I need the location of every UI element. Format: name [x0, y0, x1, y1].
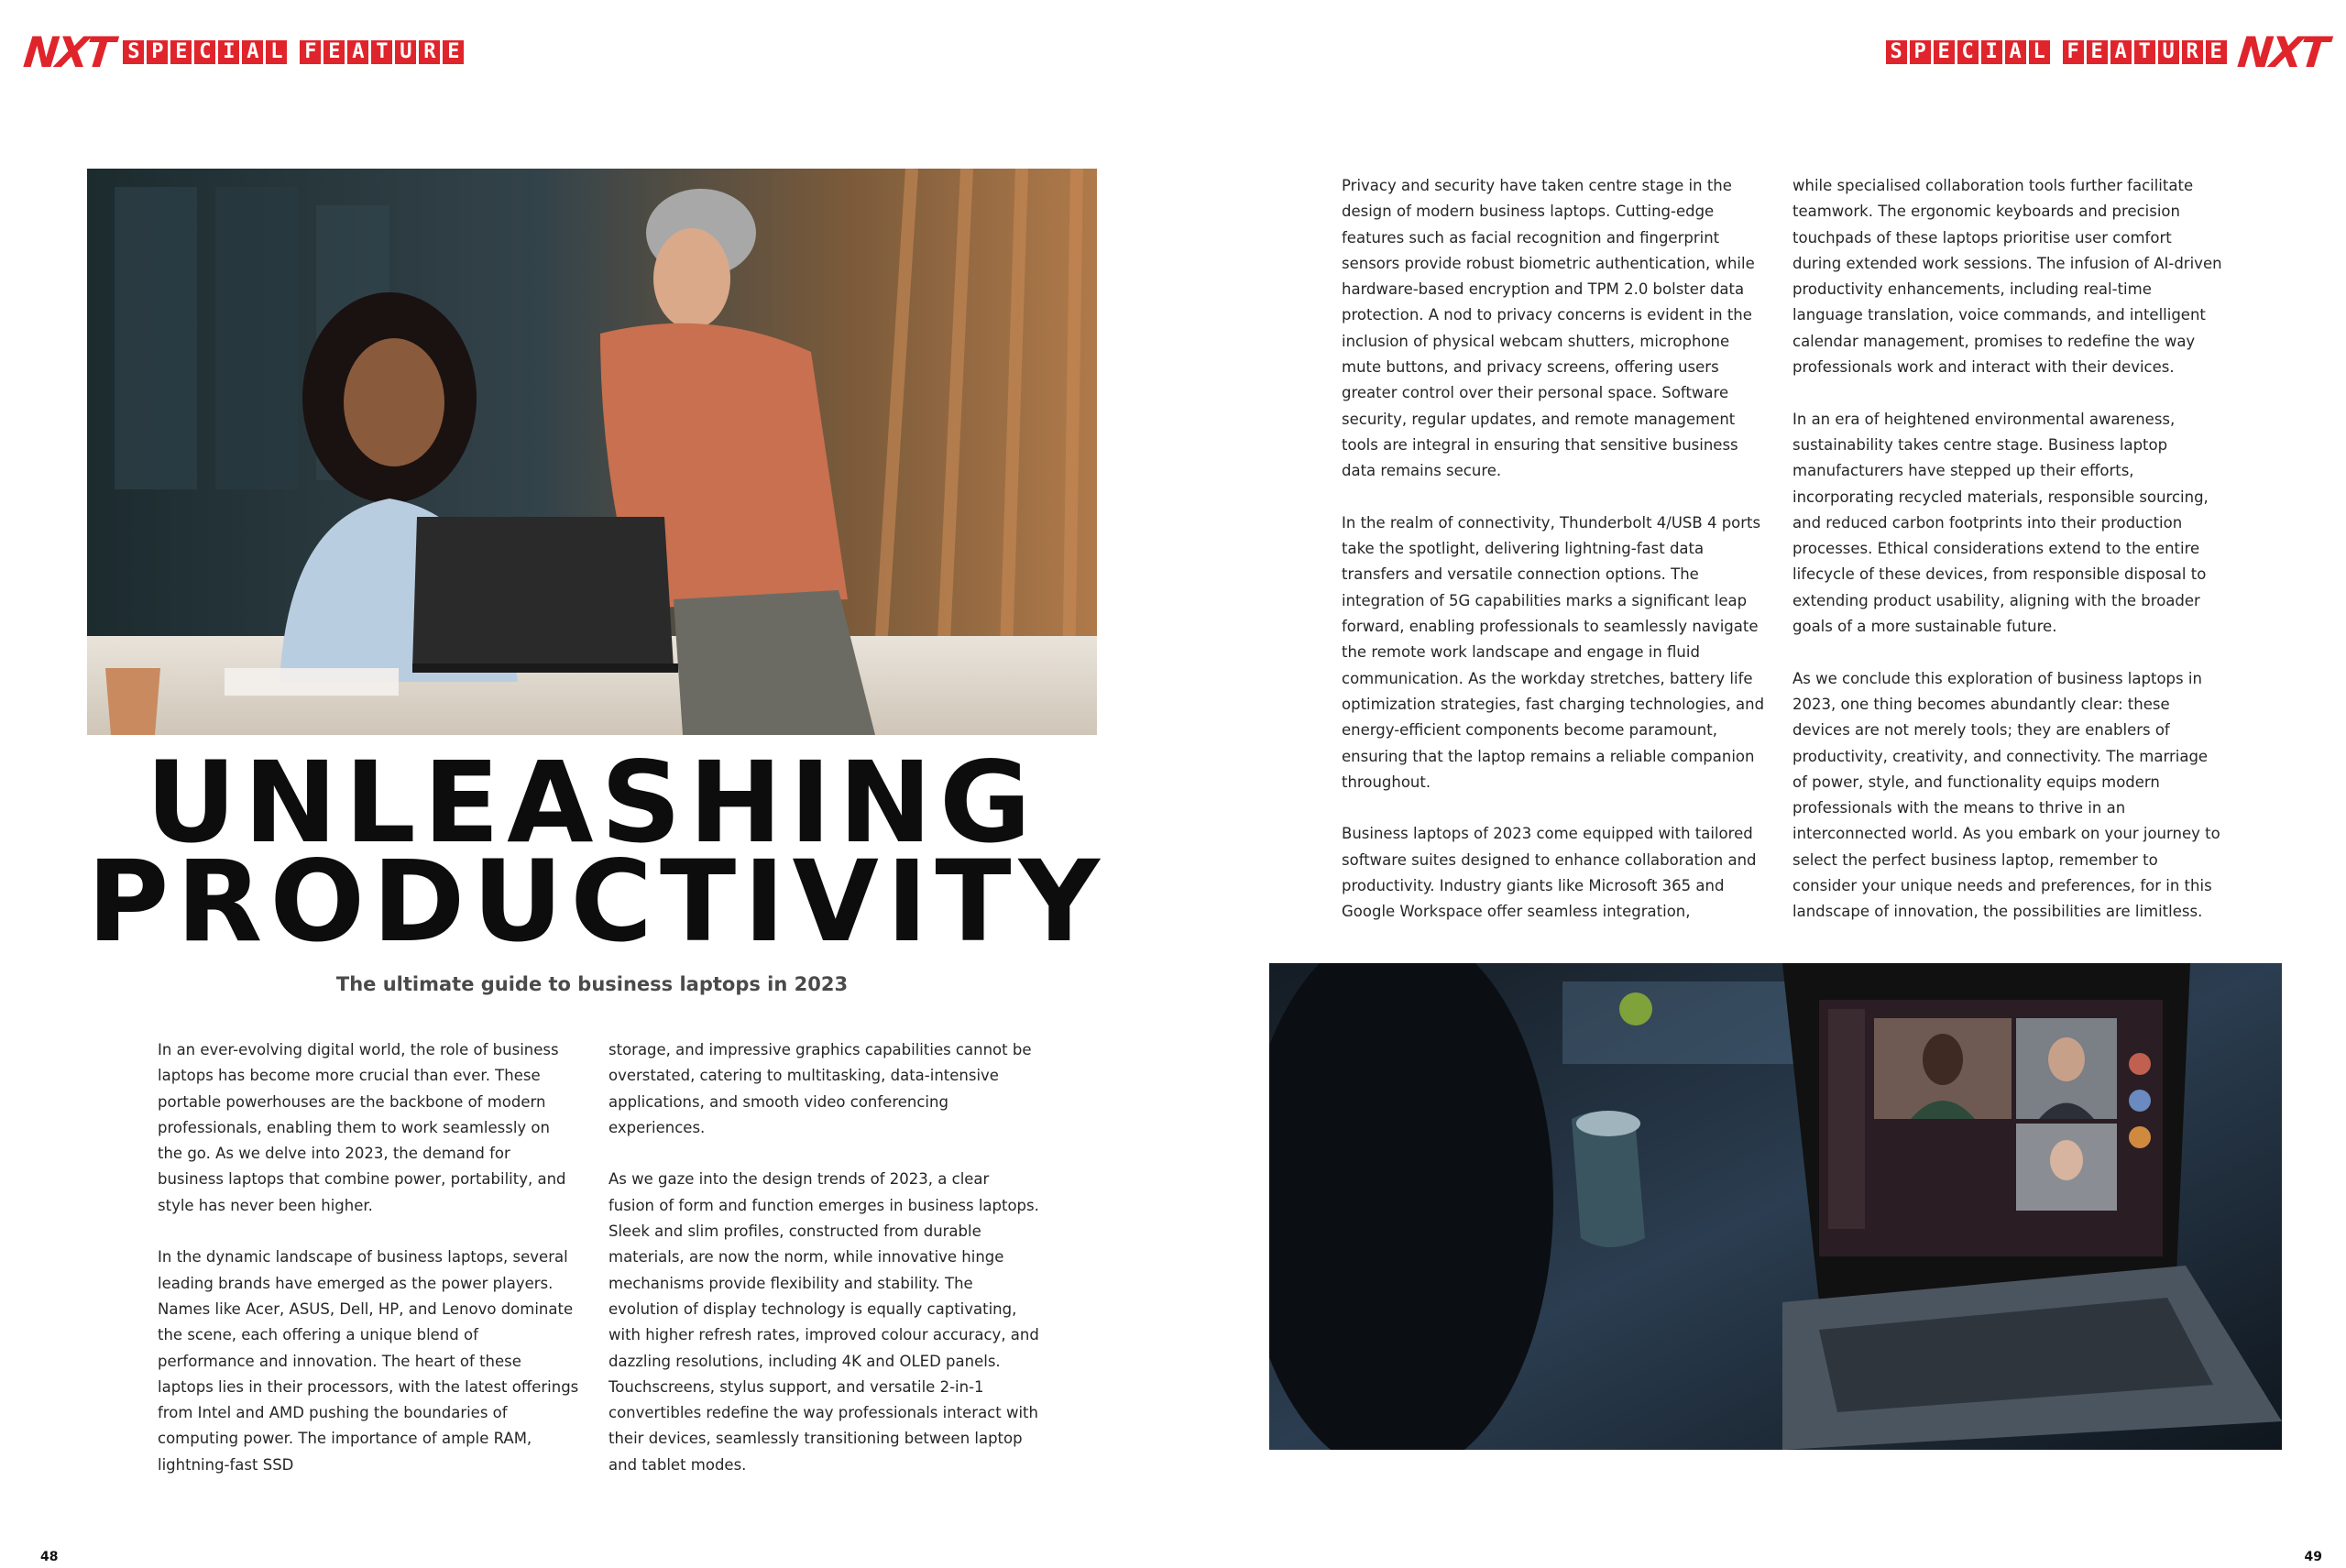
feature-label-letter: A — [347, 40, 368, 64]
video-call-photo — [1269, 963, 2282, 1450]
paragraph: In an era of heightened environmental awareness, sustainability takes centre stage. Business laptop manufacturers have stepped up their efforts, incorporating recycled materials, responsible sourcing, and reduced carbon footprints into their production processes. Ethical considerations extend to the entire lifecycle of these devices, from responsible disposal to extending product usability, aligning with the broader goals of a more sustainable future. — [1792, 410, 2209, 636]
right-page — [1173, 0, 2346, 1568]
feature-label-letter: E — [323, 40, 345, 64]
paragraph: As we gaze into the design trends of 2023, a clear fusion of form and function emerges in business laptops. Sleek and slim profiles, constructed from durable materials, are now the norm, while innovative hinge mechanisms provide flexibility and stability. The evolution of display technology is equally captivating, with higher refresh rates, improved colour accuracy, and dazzling resolutions, including 4K and OLED panels. Touchscreens, stylus support, and versatile 2-in-1 convertibles redefine the way professionals interact with their devices, seamlessly transitioning between laptop and tablet modes. — [608, 1170, 1039, 1474]
feature-label-letter: T — [371, 40, 392, 64]
office-photo — [87, 169, 1097, 735]
feature-label-letter: P — [147, 40, 168, 64]
feature-label-letter: I — [1981, 40, 2002, 64]
right-column-2 — [1792, 173, 2223, 926]
article-title — [87, 738, 1107, 967]
special-feature-label — [123, 40, 464, 64]
left-column-2 — [608, 1037, 1039, 1478]
paragraph: As we conclude this exploration of business laptops in 2023, one thing becomes abundantly clear: these devices are not merely tools; they are enablers of productivity, creativity, and connectivity. The marriage of power, style, and functionality equips modern professionals with the means to thrive in an interconnected world. As you embark on your journey to select the perfect business laptop, remember to consider your unique needs and preferences, for in this landscape of innovation, the possibilities are limitless. — [1792, 669, 2220, 921]
feature-label-letter: U — [395, 40, 416, 64]
header-brand-right — [1886, 27, 2329, 77]
feature-label-letter: A — [2110, 40, 2132, 64]
feature-label-letter: E — [1934, 40, 1955, 64]
paragraph: storage, and impressive graphics capabilities cannot be overstated, catering to multitasking, data-intensive applications, and smooth video conferencing experiences. — [608, 1041, 1032, 1136]
feature-label-letter: R — [419, 40, 440, 64]
feature-label-letter: A — [242, 40, 263, 64]
office-photo-illustration — [87, 169, 1097, 735]
feature-label-letter: F — [2063, 40, 2084, 64]
special-feature-label — [1886, 40, 2227, 64]
feature-label-letter: F — [300, 40, 321, 64]
feature-label-gap — [290, 40, 297, 64]
video-call-photo-illustration — [1269, 963, 2282, 1450]
paragraph: while specialised collaboration tools further facilitate teamwork. The ergonomic keyboards and precision touchpads of these laptops prioritise user comfort during extended work sessions. The infusion of AI-driven productivity enhancements, including real-time language translation, voice commands, and intelligent calendar management, promises to redefine the way professionals work and interact with their devices. — [1792, 177, 2222, 377]
feature-label-letter: C — [194, 40, 215, 64]
feature-label-letter: E — [2206, 40, 2227, 64]
feature-label-letter: R — [2182, 40, 2203, 64]
feature-label-letter: U — [2158, 40, 2179, 64]
feature-label-letter: T — [2134, 40, 2155, 64]
paragraph: Privacy and security have taken centre stage in the design of modern business laptops. Cutting-edge features such as facial recognition and fingerprint sensors provide robust biometric authentication, while hardware-based encryption and TPM 2.0 bolster data protection. A nod to privacy concerns is evident in the inclusion of physical webcam shutters, microphone mute buttons, and privacy screens, offering users greater control over their personal space. Software security, regular updates, and remote management tools are integral in ensuring that sensitive business data remains secure. — [1342, 177, 1755, 480]
feature-label-letter: E — [170, 40, 192, 64]
feature-label-letter: P — [1910, 40, 1931, 64]
feature-label-letter: L — [2029, 40, 2050, 64]
nxt-logo: NXT — [2234, 27, 2329, 77]
article-subtitle: The ultimate guide to business laptops in 2023 — [335, 973, 849, 995]
feature-label-letter: L — [266, 40, 287, 64]
feature-label-letter: I — [218, 40, 239, 64]
header-brand-left — [21, 27, 464, 77]
title-line-1: UNLEASHING — [145, 738, 1039, 868]
feature-label-letter: S — [1886, 40, 1907, 64]
paragraph: In an ever-evolving digital world, the role of business laptops has become more crucial than ever. These portable powerhouses are the backbone of modern professionals, enabling them to work seamlessly on the go. As we delve into 2023, the demand for business laptops that combine power, portability, and style has never been higher. — [158, 1041, 566, 1214]
feature-label-gap — [2053, 40, 2060, 64]
right-column-1 — [1342, 173, 1772, 926]
feature-label-letter: E — [2087, 40, 2108, 64]
page-number-right: 49 — [2304, 1550, 2322, 1564]
paragraph: In the dynamic landscape of business laptops, several leading brands have emerged as the power players. Names like Acer, ASUS, Dell, HP, and Lenovo dominate the scene, each offering a unique blend of performance and innovation. The heart of these laptops lies in their processors, with the latest offerings from Intel and AMD pushing the boundaries of computing power. The importance of ample RAM, lightning-fast SSD — [158, 1248, 579, 1474]
paragraph: In the realm of connectivity, Thunderbolt 4/USB 4 ports take the spotlight, delivering lightning-fast data transfers and versatile connection options. The integration of 5G capabilities marks a significant leap forward, enabling professionals to seamlessly navigate the remote work landscape and engage in fluid communication. As the workday stretches, battery life optimization strategies, fast charging technologies, and energy-efficient components become paramount, ensuring that the laptop remains a reliable companion throughout. — [1342, 513, 1765, 791]
page-number-left: 48 — [40, 1550, 59, 1564]
feature-label-letter: E — [443, 40, 464, 64]
feature-label-letter: S — [123, 40, 144, 64]
nxt-logo: NXT — [21, 27, 115, 77]
feature-label-letter: C — [1957, 40, 1979, 64]
left-column-1 — [158, 1037, 579, 1478]
title-line-2: PRODUCTIVITY — [87, 837, 1107, 967]
paragraph: Business laptops of 2023 come equipped with tailored software suites designed to enhance collaboration and productivity. Industry giants like Microsoft 365 and Google Workspace offer seamless integration, — [1342, 825, 1757, 921]
feature-label-letter: A — [2005, 40, 2026, 64]
